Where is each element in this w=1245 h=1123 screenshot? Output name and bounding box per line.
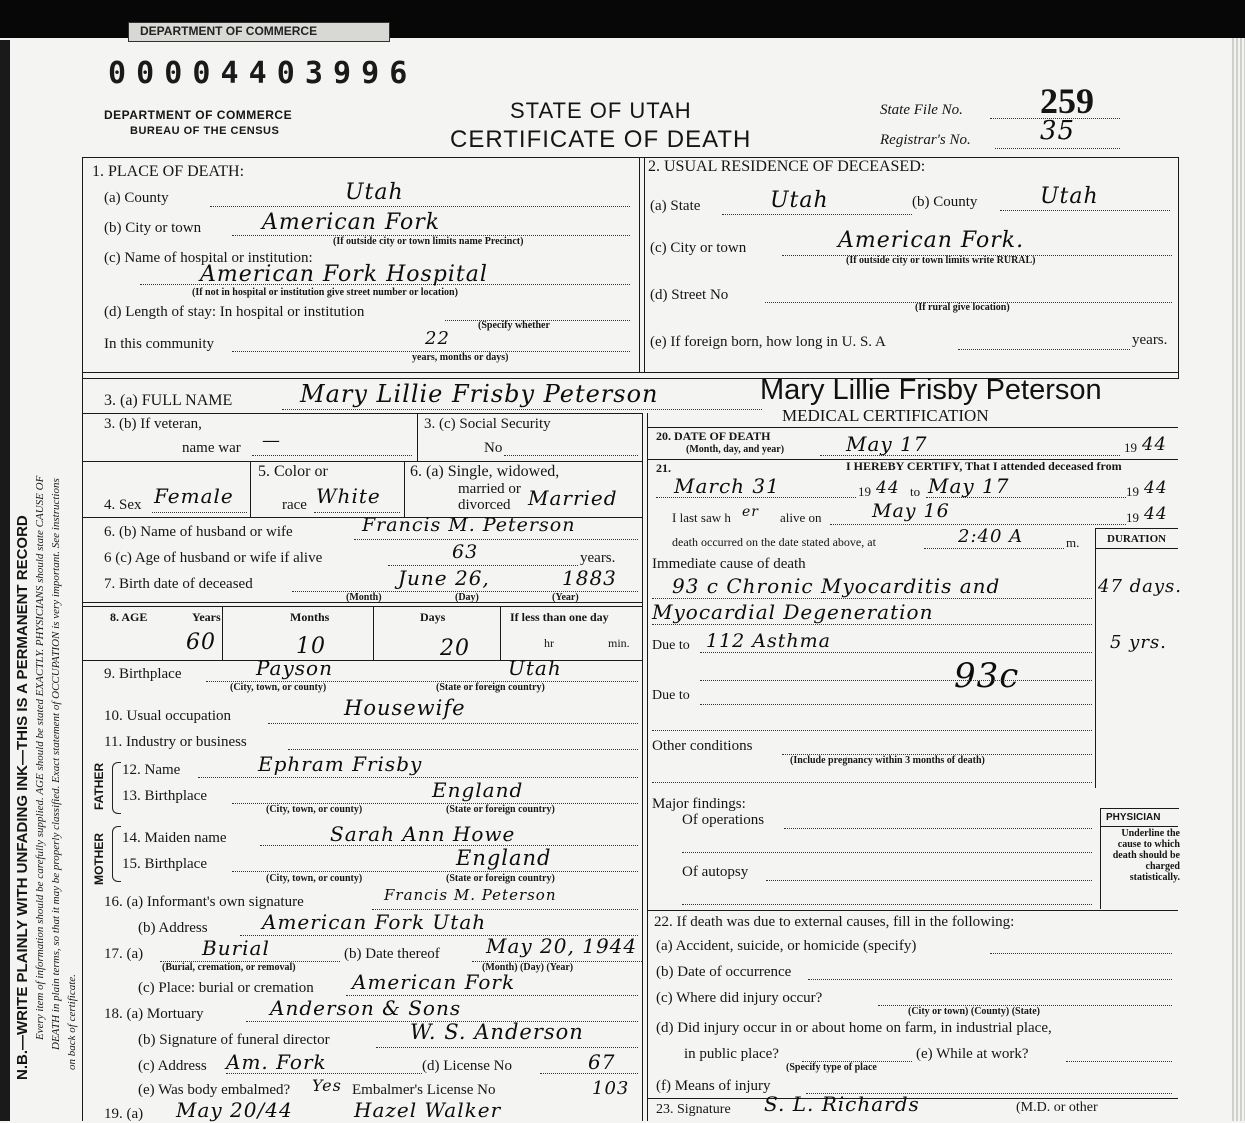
signature-label: 23. Signature xyxy=(656,1102,731,1117)
residence-heading: 2. USUAL RESIDENCE OF DECEASED: xyxy=(648,158,926,175)
attended-to-year-prefix: 19 xyxy=(1126,484,1139,499)
director-label: (b) Signature of funeral director xyxy=(138,1032,330,1048)
duration-1: 47 days. xyxy=(1098,576,1183,597)
pod-hospital-note: (If not in hospital or institution give street number or location) xyxy=(192,287,458,298)
occupation-value: Housewife xyxy=(344,696,466,720)
pod-community-label: In this community xyxy=(104,336,214,352)
mother-birth-value: England xyxy=(456,846,552,870)
sex-label: 4. Sex xyxy=(104,497,142,513)
mother-name-value: Sarah Ann Howe xyxy=(330,822,516,846)
external-e: (e) While at work? xyxy=(916,1046,1029,1062)
age-days-label: Days xyxy=(420,610,446,624)
father-birth-note-1: (City, town, or county) xyxy=(266,804,363,815)
alive-label: alive on xyxy=(780,510,822,525)
age-label: 8. AGE xyxy=(110,610,148,624)
attended-from-value: March 31 xyxy=(674,474,780,498)
marital-label-1: 6. (a) Single, widowed, xyxy=(410,463,560,480)
full-name-typed: Mary Lillie Frisby Peterson xyxy=(760,374,1102,406)
external-d-note: (Specify type of place xyxy=(786,1062,877,1073)
age-months-label: Months xyxy=(290,610,330,624)
external-c-note: (City or town) (County) (State) xyxy=(908,1006,1041,1017)
birth-month-note: (Month) xyxy=(346,592,382,603)
marital-value: Married xyxy=(528,486,618,510)
embalmer-label: Embalmer's License No xyxy=(352,1082,496,1098)
father-name-label: 12. Name xyxy=(122,762,181,778)
pod-county-label: (a) County xyxy=(104,190,169,206)
industry-label: 11. Industry or business xyxy=(104,734,247,750)
ss-label-1: 3. (c) Social Security xyxy=(424,416,551,432)
age-days-value: 20 xyxy=(440,636,470,661)
duration-label: DURATION xyxy=(1107,533,1167,545)
director-value: W. S. Anderson xyxy=(410,1020,584,1044)
permanent-record-warning: N.B.—WRITE PLAINLY WITH UNFADING INK—THIS IS A PERMANENT RECORD xyxy=(14,515,31,1080)
embalmer-value: 103 xyxy=(592,1078,630,1099)
res-state-label: (a) State xyxy=(650,198,701,214)
mother-birth-note-1: (City, town, or county) xyxy=(266,873,363,884)
of-autopsy-label: Of autopsy xyxy=(682,864,749,880)
full-name-written: Mary Lillie Frisby Peterson xyxy=(300,380,659,408)
attended-to-label: to xyxy=(910,484,921,499)
last-saw-label: I last saw h xyxy=(672,510,731,525)
other-conditions-label: Other conditions xyxy=(652,738,753,754)
row19-signature: Hazel Walker xyxy=(354,1098,502,1122)
pod-city-label: (b) City or town xyxy=(104,220,202,236)
res-foreign-suffix: years. xyxy=(1132,332,1168,348)
birthplace-city: Payson xyxy=(256,656,333,680)
registrar-value: 35 xyxy=(1040,116,1076,146)
pod-stay-note: (Specify whether xyxy=(478,320,550,331)
row19-label: 19. (a) xyxy=(104,1106,144,1122)
spouse-age-suffix: years. xyxy=(580,550,616,566)
age-years-value: 60 xyxy=(186,630,216,655)
veteran-value: — xyxy=(262,430,281,451)
father-birth-label: 13. Birthplace xyxy=(122,788,207,804)
mortuary-label: 18. (a) Mortuary xyxy=(104,1006,204,1022)
spouse-age-value: 63 xyxy=(452,541,479,563)
serial-number: 0 0 0 0 4 4 0 3 9 9 6 xyxy=(108,56,404,91)
res-street-note: (If rural give location) xyxy=(915,302,1010,313)
father-birth-value: England xyxy=(432,778,524,802)
pod-community-value: 22 xyxy=(425,328,450,349)
license-label: (d) License No xyxy=(422,1058,512,1074)
veteran-label-2: name war xyxy=(182,440,241,456)
mother-name-label: 14. Maiden name xyxy=(122,830,227,846)
instructions-line-1: Every item of information should be carefully supplied. AGE should be stated EXACTLY. PHYSICIANS should state CAUSE OF xyxy=(34,475,46,1040)
age-months-value: 10 xyxy=(296,634,326,659)
birthplace-note-1: (City, town, or county) xyxy=(230,682,327,693)
birthplace-state: Utah xyxy=(508,656,562,680)
death-time-suffix: m. xyxy=(1066,535,1080,550)
father-label: FATHER xyxy=(92,762,106,810)
pod-hospital-label: (c) Name of hospital or institution: xyxy=(104,250,313,266)
physician-label: PHYSICIAN xyxy=(1106,812,1161,823)
registrar-label: Registrar's No. xyxy=(880,132,971,148)
external-b: (b) Date of occurrence xyxy=(656,964,792,980)
external-a: (a) Accident, suicide, or homicide (specify) xyxy=(656,938,917,954)
license-value: 67 xyxy=(588,1050,616,1074)
pod-community-note: years, months or days) xyxy=(412,352,509,363)
res-foreign-label: (e) If foreign born, how long in U. S. A xyxy=(650,334,886,350)
due-to-label-1: Due to xyxy=(652,638,690,653)
full-name-label: 3. (a) FULL NAME xyxy=(104,392,233,409)
date-of-death-label: 20. DATE OF DEATH xyxy=(656,429,771,443)
color-label-2: race xyxy=(282,497,307,513)
bureau-label: BUREAU OF THE CENSUS xyxy=(130,125,280,137)
cause-line-1: 93 c Chronic Myocarditis and xyxy=(672,574,1001,598)
mother-birth-label: 15. Birthplace xyxy=(122,856,207,872)
cert-number: 21. xyxy=(656,461,671,475)
birth-day-note: (Day) xyxy=(455,592,479,603)
res-county-label: (b) County xyxy=(912,194,978,210)
res-city-value: American Fork. xyxy=(838,228,1025,253)
external-c: (c) Where did injury occur? xyxy=(656,990,823,1006)
due-to-label-2: Due to xyxy=(652,688,690,703)
embalmed-label: (e) Was body embalmed? xyxy=(138,1082,291,1098)
color-label-1: 5. Color or xyxy=(258,463,328,480)
left-margin-bar xyxy=(0,40,10,1121)
burial-date-note: (Month) (Day) (Year) xyxy=(482,962,574,973)
embalmed-value: Yes xyxy=(312,1076,342,1095)
date-of-death-year: 44 xyxy=(1142,434,1167,455)
cause-line-2: Myocardial Degeneration xyxy=(652,600,934,624)
signature-value: S. L. Richards xyxy=(764,1092,920,1116)
mother-label: MOTHER xyxy=(92,833,106,885)
age-less-label: If less than one day xyxy=(510,610,609,624)
res-state-value: Utah xyxy=(770,188,829,213)
state-title: STATE OF UTAH xyxy=(510,98,692,123)
burial-value: Burial xyxy=(202,936,270,960)
informant-address-label: (b) Address xyxy=(138,920,208,936)
attended-to-year: 44 xyxy=(1144,478,1168,498)
age-min: min. xyxy=(608,636,630,650)
sex-value: Female xyxy=(154,484,234,508)
cert-text: I HEREBY CERTIFY, That I attended deceased from xyxy=(846,459,1122,473)
immediate-cause-label: Immediate cause of death xyxy=(652,556,806,572)
mortuary-address-value: Am. Fork xyxy=(226,1050,327,1074)
spouse-value: Francis M. Peterson xyxy=(362,514,576,536)
pod-hospital-value: American Fork Hospital xyxy=(200,262,488,287)
state-file-value: 259 xyxy=(1040,81,1094,121)
burial-note: (Burial, cremation, or removal) xyxy=(162,962,296,973)
burial-date-value: May 20, 1944 xyxy=(486,934,638,958)
alive-year: 44 xyxy=(1144,504,1168,524)
res-city-label: (c) City or town xyxy=(650,240,747,256)
medical-heading: MEDICAL CERTIFICATION xyxy=(782,406,989,425)
father-name-value: Ephram Frisby xyxy=(258,752,423,776)
instructions-line-3: on back of certificate. xyxy=(66,974,78,1070)
age-hr: hr xyxy=(544,636,554,650)
pod-city-note: (If outside city or town limits name Precinct) xyxy=(333,236,524,247)
res-county-value: Utah xyxy=(1040,184,1099,209)
row19-value: May 20/44 xyxy=(176,1098,293,1122)
department-label: DEPARTMENT OF COMMERCE xyxy=(104,108,293,122)
alive-year-prefix: 19 xyxy=(1126,510,1139,525)
birthplace-note-2: (State or foreign country) xyxy=(436,682,545,693)
top-stamp-text: DEPARTMENT OF COMMERCE xyxy=(140,24,318,38)
birthplace-label: 9. Birthplace xyxy=(104,666,182,682)
informant-value: Francis M. Peterson xyxy=(384,886,557,904)
external-causes-label: 22. If death was due to external causes, fill in the following: xyxy=(654,914,1015,930)
burial-date-label: (b) Date thereof xyxy=(344,946,440,962)
mother-birth-note-2: (State or foreign country) xyxy=(446,873,555,884)
due-to-value-1: 112 Asthma xyxy=(706,630,831,652)
state-file-label: State File No. xyxy=(880,102,963,118)
ss-label-2: No xyxy=(484,440,503,456)
attended-from-year: 44 xyxy=(876,478,900,498)
birth-year-note: (Year) xyxy=(552,592,579,603)
physician-note: Underline the cause to which death should be charged statistically. xyxy=(1112,828,1180,883)
pod-stay-label: (d) Length of stay: In hospital or institution xyxy=(104,304,365,320)
attended-from-year-prefix: 19 xyxy=(858,484,871,499)
major-findings-label: Major findings: xyxy=(652,796,746,812)
age-years-label: Years xyxy=(192,610,221,624)
death-occurred-label: death occurred on the date stated above, at xyxy=(672,535,876,549)
pod-city-value: American Fork xyxy=(262,210,441,235)
code-mark: 93c xyxy=(954,656,1020,696)
mortuary-address-label: (c) Address xyxy=(138,1058,207,1074)
spouse-label: 6. (b) Name of husband or wife xyxy=(104,524,293,540)
marital-label-3: divorced xyxy=(458,497,511,513)
birth-month-day: June 26, xyxy=(398,566,490,590)
color-value: White xyxy=(316,484,381,508)
instructions-line-2: DEATH in plain terms, so that it may be properly classified. Exact statement of OCCUPATION is very important. See instructions xyxy=(50,478,62,1050)
veteran-label-1: 3. (b) If veteran, xyxy=(104,416,202,432)
place-of-death-heading: 1. PLACE OF DEATH: xyxy=(92,163,245,180)
external-d2: in public place? xyxy=(684,1046,779,1062)
alive-value: May 16 xyxy=(872,500,950,522)
birth-date-label: 7. Birth date of deceased xyxy=(104,576,253,592)
date-of-death-value: May 17 xyxy=(846,432,928,456)
external-d: (d) Did injury occur in or about home on farm, in industrial place, xyxy=(656,1020,1052,1036)
death-time-value: 2:40 A xyxy=(958,526,1024,547)
pod-county-value: Utah xyxy=(345,180,404,205)
burial-place-label: (c) Place: burial or cremation xyxy=(138,980,314,996)
informant-address-value: American Fork Utah xyxy=(262,910,487,934)
last-saw-fill: er xyxy=(742,504,759,520)
burial-label: 17. (a) xyxy=(104,946,144,962)
attended-to-value: May 17 xyxy=(928,474,1010,498)
spouse-age-label: 6 (c) Age of husband or wife if alive xyxy=(104,550,323,566)
certificate-title: CERTIFICATE OF DEATH xyxy=(450,126,752,153)
external-f: (f) Means of injury xyxy=(656,1078,771,1094)
father-birth-note-2: (State or foreign country) xyxy=(446,804,555,815)
res-street-label: (d) Street No xyxy=(650,287,729,303)
of-operations-label: Of operations xyxy=(682,812,765,828)
date-of-death-note: (Month, day, and year) xyxy=(686,444,785,455)
mortuary-value: Anderson & Sons xyxy=(270,996,462,1020)
birth-year: 1883 xyxy=(562,566,617,590)
other-conditions-note: (Include pregnancy within 3 months of death) xyxy=(790,755,985,766)
date-of-death-year-prefix: 19 xyxy=(1124,440,1137,455)
burial-place-value: American Fork xyxy=(352,970,516,994)
res-city-note: (If outside city or town limits write RURAL) xyxy=(846,255,1036,266)
occupation-label: 10. Usual occupation xyxy=(104,708,232,724)
signature-suffix: (M.D. or other xyxy=(1016,1100,1098,1115)
duration-2: 5 yrs. xyxy=(1110,632,1167,653)
informant-label: 16. (a) Informant's own signature xyxy=(104,894,304,910)
right-edge xyxy=(1232,38,1245,1121)
marital-label-2: married or xyxy=(458,481,521,497)
